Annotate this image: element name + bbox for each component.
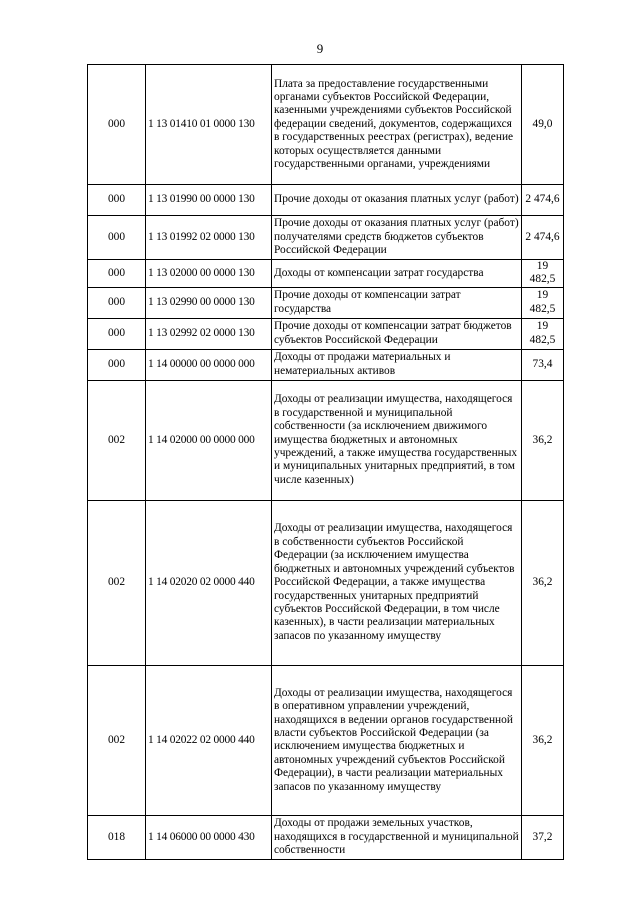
table-row [88,65,564,185]
budget-code-cell: 1 14 00000 00 0000 000 [146,349,272,380]
admin-code-cell: 000 [88,216,146,260]
admin-code-cell: 002 [88,380,146,500]
revenue-name-cell: Прочие доходы от компенсации затрат государства [272,287,522,318]
revenue-name-cell: Доходы от реализации имущества, находящегося в государственной и муниципальной собственности (за исключением движимого имущества бюджетных и автономных учреждений, а также имущества государственных и муниципальных унитарных предприятий, в том числе казенных) [272,380,522,500]
admin-code-cell: 002 [88,500,146,665]
amount-cell: 36,2 [522,665,564,815]
revenue-name-cell: Прочие доходы от оказания платных услуг (работ) [272,185,522,216]
table-row [88,216,564,260]
table-row [88,287,564,318]
budget-code-cell: 1 13 01410 01 0000 130 [146,65,272,185]
admin-code-cell: 000 [88,260,146,288]
amount-cell: 19 482,5 [522,260,564,288]
amount-cell: 36,2 [522,380,564,500]
admin-code-cell: 000 [88,65,146,185]
table-row [88,318,564,349]
table-row [88,665,564,815]
revenue-name-cell: Доходы от реализации имущества, находящегося в оперативном управлении учреждений, находящихся в ведении органов государственной власти субъектов Российской Федерации (за исключением имущества бюджетных и автономных учреждений субъектов Российской Федерации), в части реализации материальных запасов по указанному имуществу [272,665,522,815]
page-number: 9 [316,41,324,56]
budget-code-cell: 1 13 02992 02 0000 130 [146,318,272,349]
amount-cell: 73,4 [522,349,564,380]
revenue-name-cell: Доходы от компенсации затрат государства [272,260,522,288]
admin-code-cell: 000 [88,318,146,349]
amount-cell: 19 482,5 [522,318,564,349]
table-row [88,260,564,288]
table-row [88,380,564,500]
budget-code-cell: 1 14 06000 00 0000 430 [146,815,272,859]
budget-code-cell: 1 13 01990 00 0000 130 [146,185,272,216]
admin-code-cell: 000 [88,287,146,318]
budget-code-cell: 1 14 02020 02 0000 440 [146,500,272,665]
table-row [88,815,564,859]
amount-cell: 2 474,6 [522,185,564,216]
admin-code-cell: 000 [88,185,146,216]
amount-cell: 19 482,5 [522,287,564,318]
revenue-name-cell: Доходы от реализации имущества, находящегося в собственности субъектов Российской Федерации (за исключением имущества бюджетных и автономных учреждений субъектов Российской Федерации, а также имущества государственных унитарных предприятий субъектов Российской Федерации, в том числе казенных), в части реализации материальных запасов по указанному имуществу [272,500,522,665]
revenue-name-cell: Плата за предоставление государственными органами субъектов Российской Федерации, казенными учреждениями субъектов Российской федерации сведений, документов, содержащихся в государственных реестрах (регистрах), ведение которых осуществляется данными государственными органами, учреждениями [272,65,522,185]
budget-code-cell: 1 13 02000 00 0000 130 [146,260,272,288]
amount-cell: 37,2 [522,815,564,859]
amount-cell: 36,2 [522,500,564,665]
revenue-name-cell: Доходы от продажи материальных и нематериальных активов [272,349,522,380]
admin-code-cell: 002 [88,665,146,815]
budget-code-cell: 1 13 01992 02 0000 130 [146,216,272,260]
revenue-table [87,64,564,860]
budget-code-cell: 1 14 02000 00 0000 000 [146,380,272,500]
amount-cell: 2 474,6 [522,216,564,260]
revenue-name-cell: Доходы от продажи земельных участков, находящихся в государственной и муниципальной собственности [272,815,522,859]
budget-code-cell: 1 13 02990 00 0000 130 [146,287,272,318]
table-row [88,349,564,380]
table-row [88,185,564,216]
admin-code-cell: 018 [88,815,146,859]
admin-code-cell: 000 [88,349,146,380]
revenue-name-cell: Прочие доходы от компенсации затрат бюджетов субъектов Российской Федерации [272,318,522,349]
table-row [88,500,564,665]
budget-code-cell: 1 14 02022 02 0000 440 [146,665,272,815]
revenue-name-cell: Прочие доходы от оказания платных услуг (работ) получателями средств бюджетов субъектов Российской Федерации [272,216,522,260]
amount-cell: 49,0 [522,65,564,185]
